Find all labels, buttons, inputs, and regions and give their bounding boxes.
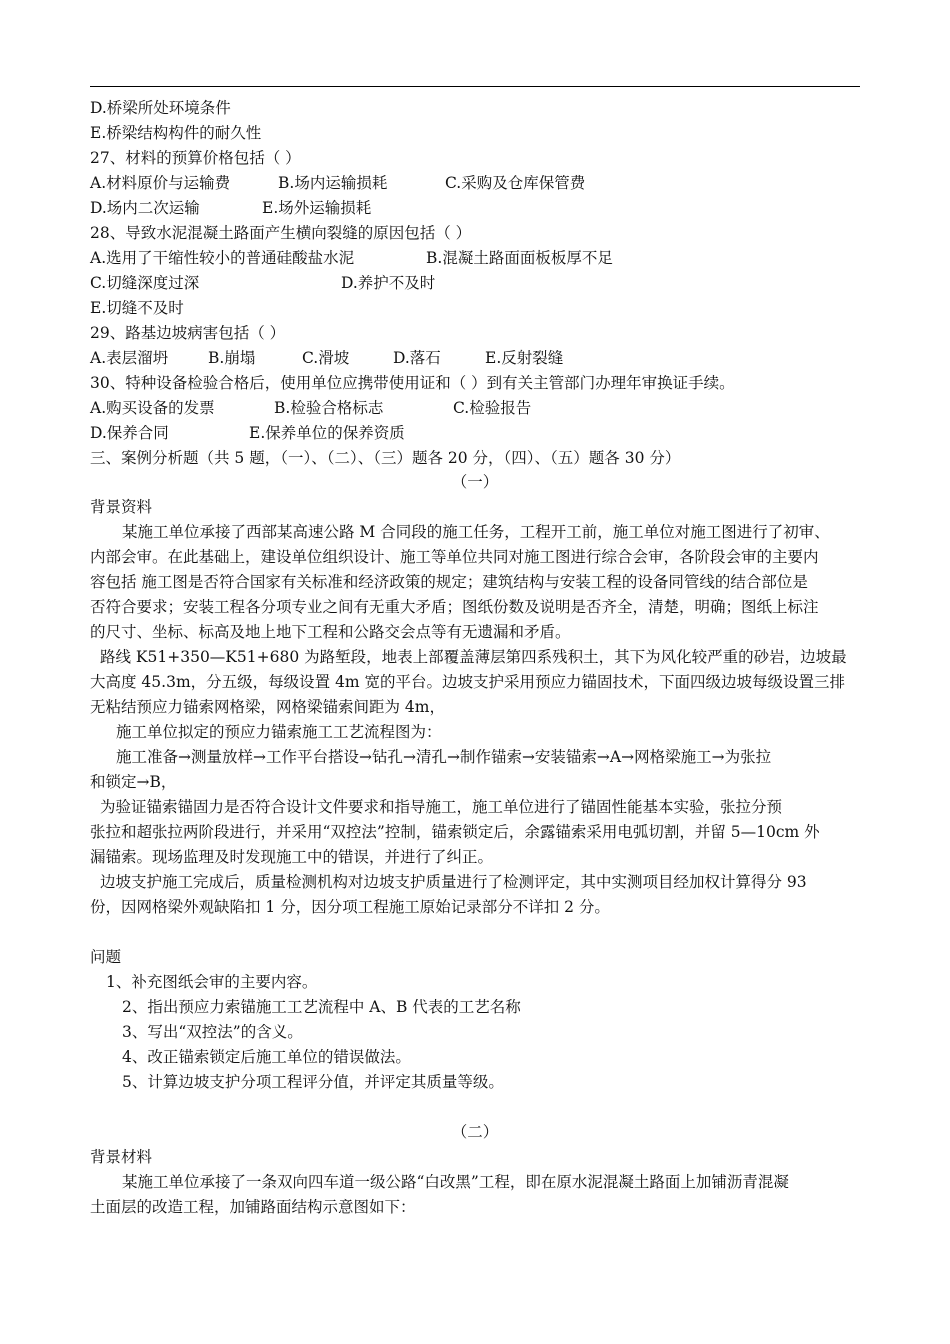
option-text: C.检验报告 (453, 399, 532, 417)
option-text: A.购买设备的发票 (90, 399, 215, 417)
case1-paragraph-6 (90, 870, 862, 920)
text-line: 内部会审。在此基础上，建设单位组织设计、施工等单位共同对施工图进行综合会审，各阶段会审的主要内 (90, 548, 819, 566)
case-number: （二） (451, 1123, 499, 1141)
option-text: B.混凝土路面面板板厚不足 (426, 249, 613, 267)
background-title: 背景资料 (90, 498, 153, 516)
option-text: A.选用了干缩性较小的普通硅酸盐水泥 (90, 249, 355, 267)
option-line: E.桥梁结构构件的耐久性 (90, 124, 262, 142)
text-line: 漏锚索。现场监理及时发现施工中的错误，并进行了纠正。 (90, 848, 494, 866)
text-line: 某施工单位承接了一条双向四车道一级公路“白改黑”工程，即在原水泥混凝土路面上加铺沥青混凝 (122, 1173, 789, 1191)
text-line: 边坡支护施工完成后，质量检测机构对边坡支护质量进行了检测评定，其中实测项目经加权计算得分 93 (100, 873, 807, 891)
text-line: 无粘结预应力锚索网格梁，网格梁锚索间距为 4m， (90, 698, 445, 716)
option-text: D.落石 (393, 349, 441, 367)
question-item: 1、补充图纸会审的主要内容。 (106, 973, 318, 991)
case1-paragraph-3: 施工单位拟定的预应力锚索施工工艺流程图为： (116, 723, 442, 741)
option-text: C.切缝深度过深 (90, 274, 200, 292)
option-text: A.材料原价与运输费 (90, 174, 231, 192)
text-line: 的尺寸、坐标、标高及地上地下工程和公路交会点等有无遗漏和矛盾。 (90, 623, 571, 641)
option-text: B.崩塌 (208, 349, 256, 367)
option-text: E.反射裂缝 (485, 349, 564, 367)
text-line: 张拉和超张拉两阶段进行，并采用“双控法”控制，锚索锁定后，余露锚索采用电弧切割，并留 5—10cm 外 (90, 823, 820, 841)
option-text: D.场内二次运输 (90, 199, 200, 217)
case2-paragraph-1 (90, 1170, 862, 1220)
text-line: 施工准备→测量放样→工作平台搭设→钻孔→清孔→制作锚索→安装锚索→A→网格梁施工→为张拉 (116, 748, 772, 766)
case1-paragraph-5 (90, 795, 862, 870)
text-line: 路线 K51+350—K51+680 为路堑段，地表上部覆盖薄层第四系残积土，其下为风化较严重的砂岩，边坡最 (100, 648, 847, 666)
text-line: 份，因网格梁外观缺陷扣 1 分，因分项工程施工原始记录部分不详扣 2 分。 (90, 898, 610, 916)
question-30: 30、特种设备检验合格后，使用单位应携带使用证和（ ）到有关主管部门办理年审换证手续。 (90, 374, 735, 392)
question-item: 4、改正锚索锁定后施工单位的错误做法。 (122, 1048, 411, 1066)
text-line: 否符合要求；安装工程各分项专业之间有无重大矛盾；图纸份数及说明是否齐全，清楚，明确；图纸上标注 (90, 598, 819, 616)
text-line: 和锁定→B， (90, 773, 177, 791)
option-text: E.保养单位的保养资质 (249, 424, 405, 442)
header-rule (90, 86, 860, 87)
case1-paragraph-4 (90, 745, 862, 795)
section-title: 三、案例分析题（共 5 题，（一）、（二）、（三）题各 20 分，（四）、（五）题各 30 分） (90, 449, 681, 467)
option-text: E.场外运输损耗 (262, 199, 372, 217)
case1-paragraph-1 (90, 520, 862, 645)
question-item: 5、计算边坡支护分项工程评分值，并评定其质量等级。 (122, 1073, 504, 1091)
question-28: 28、导致水泥混凝土路面产生横向裂缝的原因包括（ ） (90, 224, 472, 242)
question-27: 27、材料的预算价格包括（ ） (90, 149, 301, 167)
option-line: D.桥梁所处环境条件 (90, 99, 231, 117)
case1-paragraph-2 (90, 645, 862, 720)
questions-title: 问题 (90, 948, 122, 966)
text-line: 为验证锚索锚固力是否符合设计文件要求和指导施工，施工单位进行了锚固性能基本实验，张拉分预 (100, 798, 783, 816)
text-line: 大高度 45.3m，分五级，每级设置 4m 宽的平台。边坡支护采用预应力锚固技术，下面四级边坡每级设置三排 (90, 673, 846, 691)
text-line: 容包括 施工图是否符合国家有关标准和经济政策的规定；建筑结构与安装工程的设备同管线的结合部位是 (90, 573, 808, 591)
option-text: C.滑坡 (302, 349, 350, 367)
option-text: D.养护不及时 (341, 274, 436, 292)
option-text: E.切缝不及时 (90, 299, 184, 317)
option-text: B.检验合格标志 (274, 399, 384, 417)
question-item: 2、指出预应力索锚施工工艺流程中 A、B 代表的工艺名称 (122, 998, 521, 1016)
background-title: 背景材料 (90, 1148, 153, 1166)
text-line: 土面层的改造工程，加铺路面结构示意图如下： (90, 1198, 416, 1216)
question-item: 3、写出“双控法”的含义。 (122, 1023, 303, 1041)
option-text: A.表层溜坍 (90, 349, 169, 367)
question-29: 29、路基边坡病害包括（ ） (90, 324, 286, 342)
option-text: C.采购及仓库保管费 (445, 174, 586, 192)
option-text: D.保养合同 (90, 424, 169, 442)
case-number: （一） (451, 473, 499, 491)
option-text: B.场内运输损耗 (278, 174, 388, 192)
text-line: 某施工单位承接了西部某高速公路 M 合同段的施工任务，工程开工前，施工单位对施工图进行了初审、 (122, 523, 830, 541)
